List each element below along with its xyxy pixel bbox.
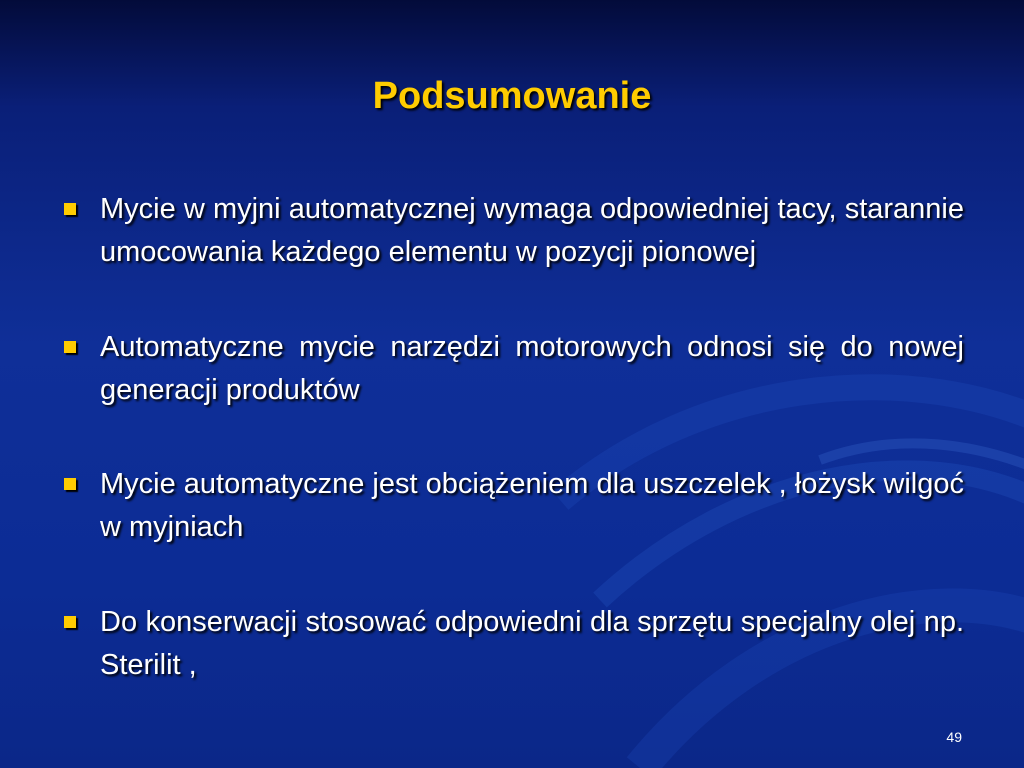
square-bullet-icon [64,203,76,215]
bullet-item [58,463,964,549]
bullet-text: Do konserwacji stosować odpowiedni dla sprzętu specjalny olej np. Sterilit , [100,606,964,681]
bullet-list [58,188,964,687]
slide-title: Podsumowanie [372,75,652,117]
bullet-item [58,326,964,412]
square-bullet-icon [64,478,76,490]
square-bullet-icon [64,616,76,628]
bullet-text: Mycie automatyczne jest obciążeniem dla uszczelek , łożysk wilgoć w myjniach [100,468,964,543]
bullet-item [58,188,964,274]
bullet-text: Automatyczne mycie narzędzi motorowych odnosi się do nowej generacji produktów [100,331,964,406]
bullet-item [58,601,964,687]
square-bullet-icon [64,341,76,353]
bullet-text: Mycie w myjni automatycznej wymaga odpowiedniej tacy, starannie umocowania każdego elementu w pozycji pionowej [100,193,964,268]
page-number: 49 [946,729,962,745]
